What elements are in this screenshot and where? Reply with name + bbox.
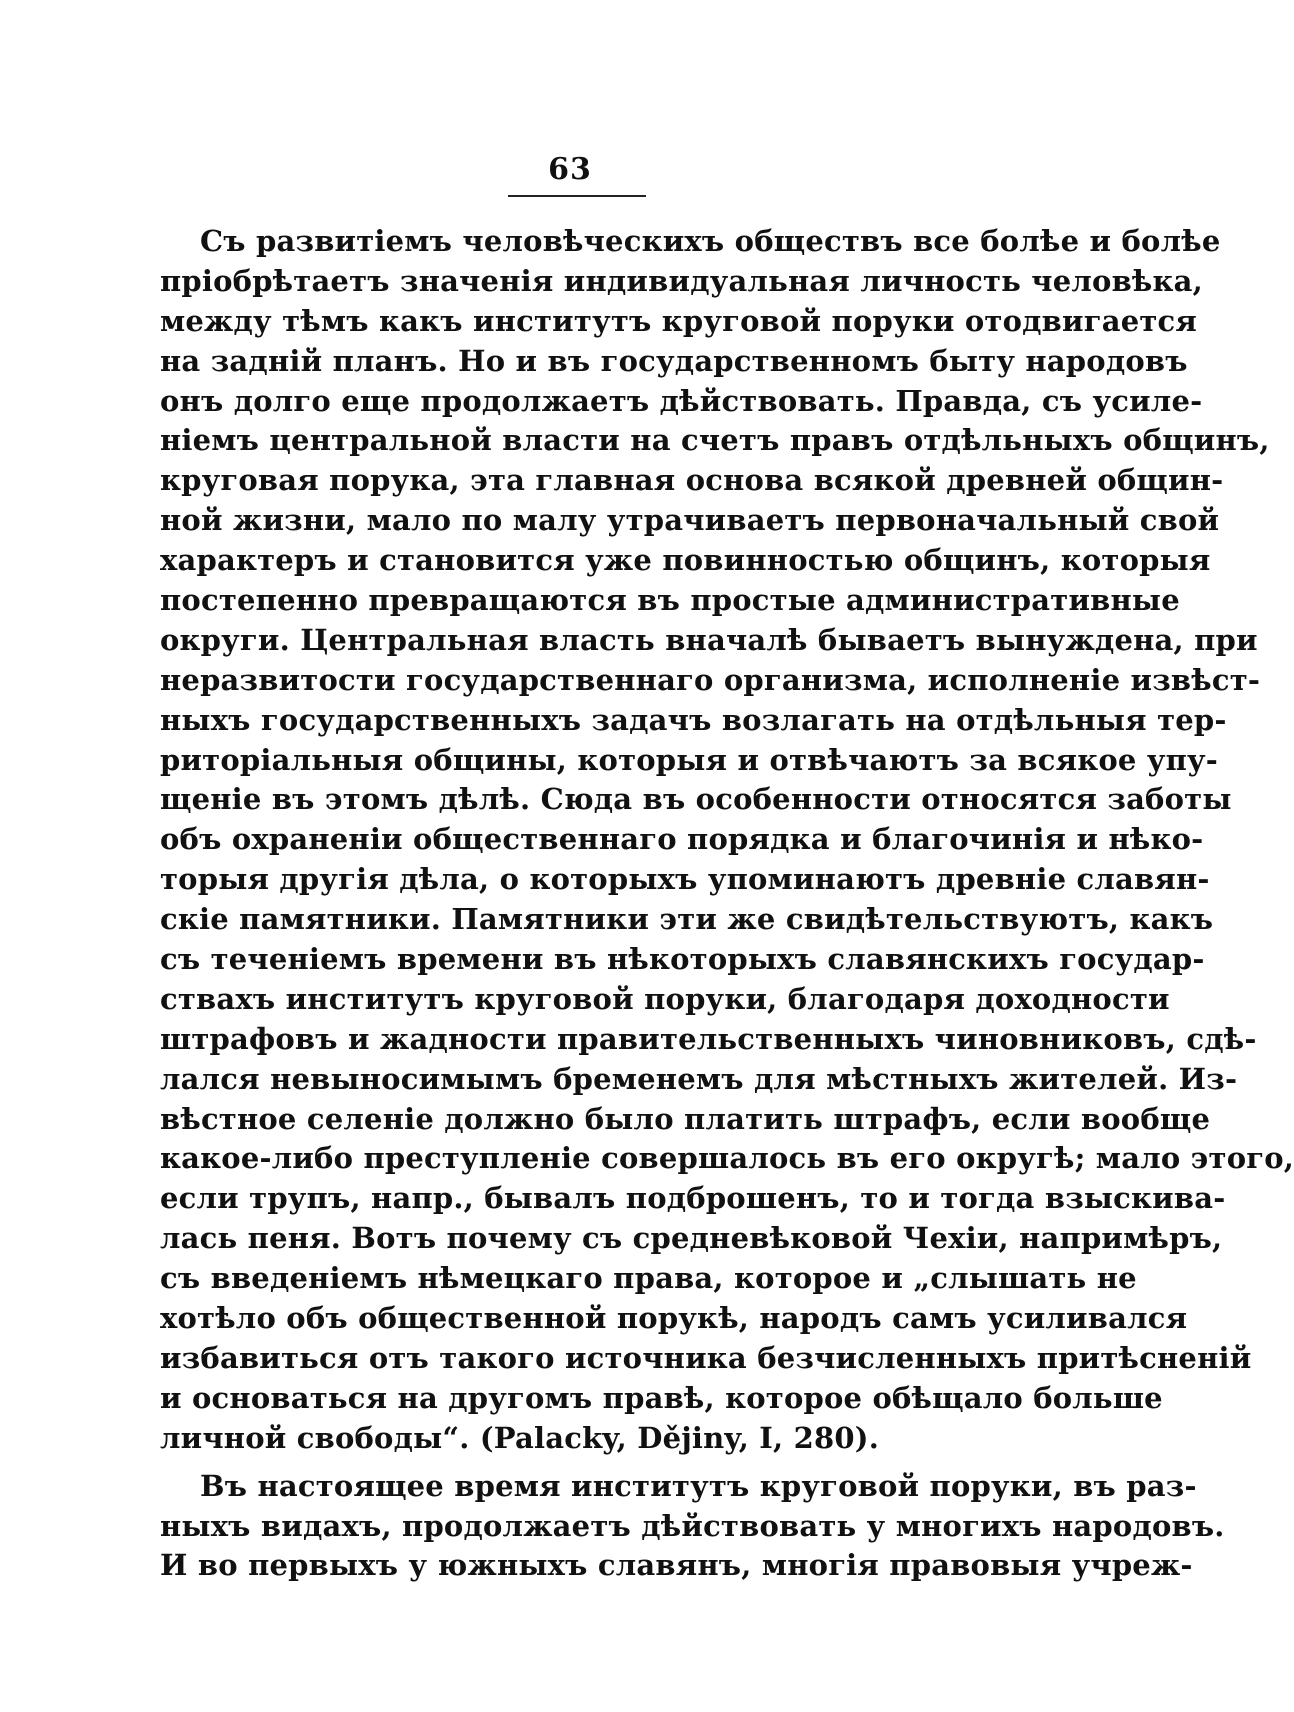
page-number: 63 xyxy=(548,152,592,187)
text-line: неразвитости государственнаго организма, исполненіе извѣст- xyxy=(160,662,1261,697)
text-line: съ введеніемъ нѣмецкаго права, которое и „слышать не xyxy=(160,1261,1137,1296)
text-line: И во первыхъ у южныхъ славянъ, многія правовыя учреж- xyxy=(160,1548,1193,1583)
paragraph-1 xyxy=(160,222,1294,1459)
text-line: если трупъ, напр., бывалъ подброшенъ, то и тогда взыскива- xyxy=(160,1181,1226,1216)
text-line: скіе памятники. Памятники эти же свидѣтельствуютъ, какъ xyxy=(160,902,1214,937)
text-line: ныхъ видахъ, продолжаетъ дѣйствовать у многихъ народовъ. xyxy=(160,1508,1225,1543)
text-line: характеръ и становится уже повинностью общинъ, которыя xyxy=(160,543,1211,578)
text-line: избавиться отъ такого источника безчисленныхъ притѣсненій xyxy=(160,1340,1252,1375)
text-line: округи. Центральная власть вначалѣ бываетъ вынуждена, при xyxy=(160,622,1258,657)
text-line: на задній планъ. Но и въ государственномъ быту народовъ xyxy=(160,343,1188,378)
text-line: Съ развитіемъ человѣческихъ обществъ все болѣе и болѣе xyxy=(200,224,1221,258)
header-rule xyxy=(508,195,646,197)
text-line: ствахъ институтъ круговой поруки, благодаря доходности xyxy=(160,981,1170,1016)
text-line: круговая порука, эта главная основа всякой древней общин- xyxy=(160,463,1224,498)
text-line: какое-либо преступленіе совершалось въ его округѣ; мало этого, xyxy=(160,1141,1294,1176)
body-text xyxy=(160,222,1294,1586)
text-line: лался невыносимымъ бременемъ для мѣстныхъ жителей. Из- xyxy=(160,1061,1238,1096)
text-line: между тѣмъ какъ институтъ круговой поруки отодвигается xyxy=(160,303,1198,338)
text-line: ной жизни, мало по малу утрачиваетъ первоначальный свой xyxy=(160,503,1220,538)
text-line: пріобрѣтаетъ значенія индивидуальная личность человѣка, xyxy=(160,263,1203,298)
text-line: ныхъ государственныхъ задачъ возлагать на отдѣльныя тер- xyxy=(160,702,1227,737)
text-line: личной свободы“. (Palacky, Dějiny, I, 280). xyxy=(160,1420,880,1455)
text-line: постепенно превращаются въ простые административные xyxy=(160,583,1180,618)
text-line: и основаться на другомъ правѣ, которое обѣщало больше xyxy=(160,1380,1163,1415)
text-line: Въ настоящее время институтъ круговой поруки, въ раз- xyxy=(200,1468,1197,1503)
text-line: лась пеня. Вотъ почему съ средневѣковой Чехіи, напримѣръ, xyxy=(160,1221,1223,1256)
text-line: вѣстное селеніе должно было платить штрафъ, если вообще xyxy=(160,1101,1211,1136)
text-line: ніемъ центральной власти на счетъ правъ отдѣльныхъ общинъ, xyxy=(160,423,1270,458)
text-line: щеніе въ этомъ дѣлѣ. Сюда въ особенности относятся заботы xyxy=(160,782,1232,817)
text-line: съ теченіемъ времени въ нѣкоторыхъ славянскихъ государ- xyxy=(160,942,1205,977)
text-line: риторіальныя общины, которыя и отвѣчаютъ за всякое упу- xyxy=(160,742,1219,777)
text-line: онъ долго еще продолжаетъ дѣйствовать. Правда, съ усиле- xyxy=(160,383,1203,418)
text-line: объ охраненіи общественнаго порядка и благочинія и нѣко- xyxy=(160,822,1204,857)
paragraph-2 xyxy=(160,1467,1225,1587)
text-line: торыя другія дѣла, о которыхъ упоминаютъ древніе славян- xyxy=(160,862,1210,897)
text-line: хотѣло объ общественной порукѣ, народъ самъ усиливался xyxy=(160,1301,1188,1336)
text-line: штрафовъ и жадности правительственныхъ чиновниковъ, сдѣ- xyxy=(160,1021,1257,1056)
